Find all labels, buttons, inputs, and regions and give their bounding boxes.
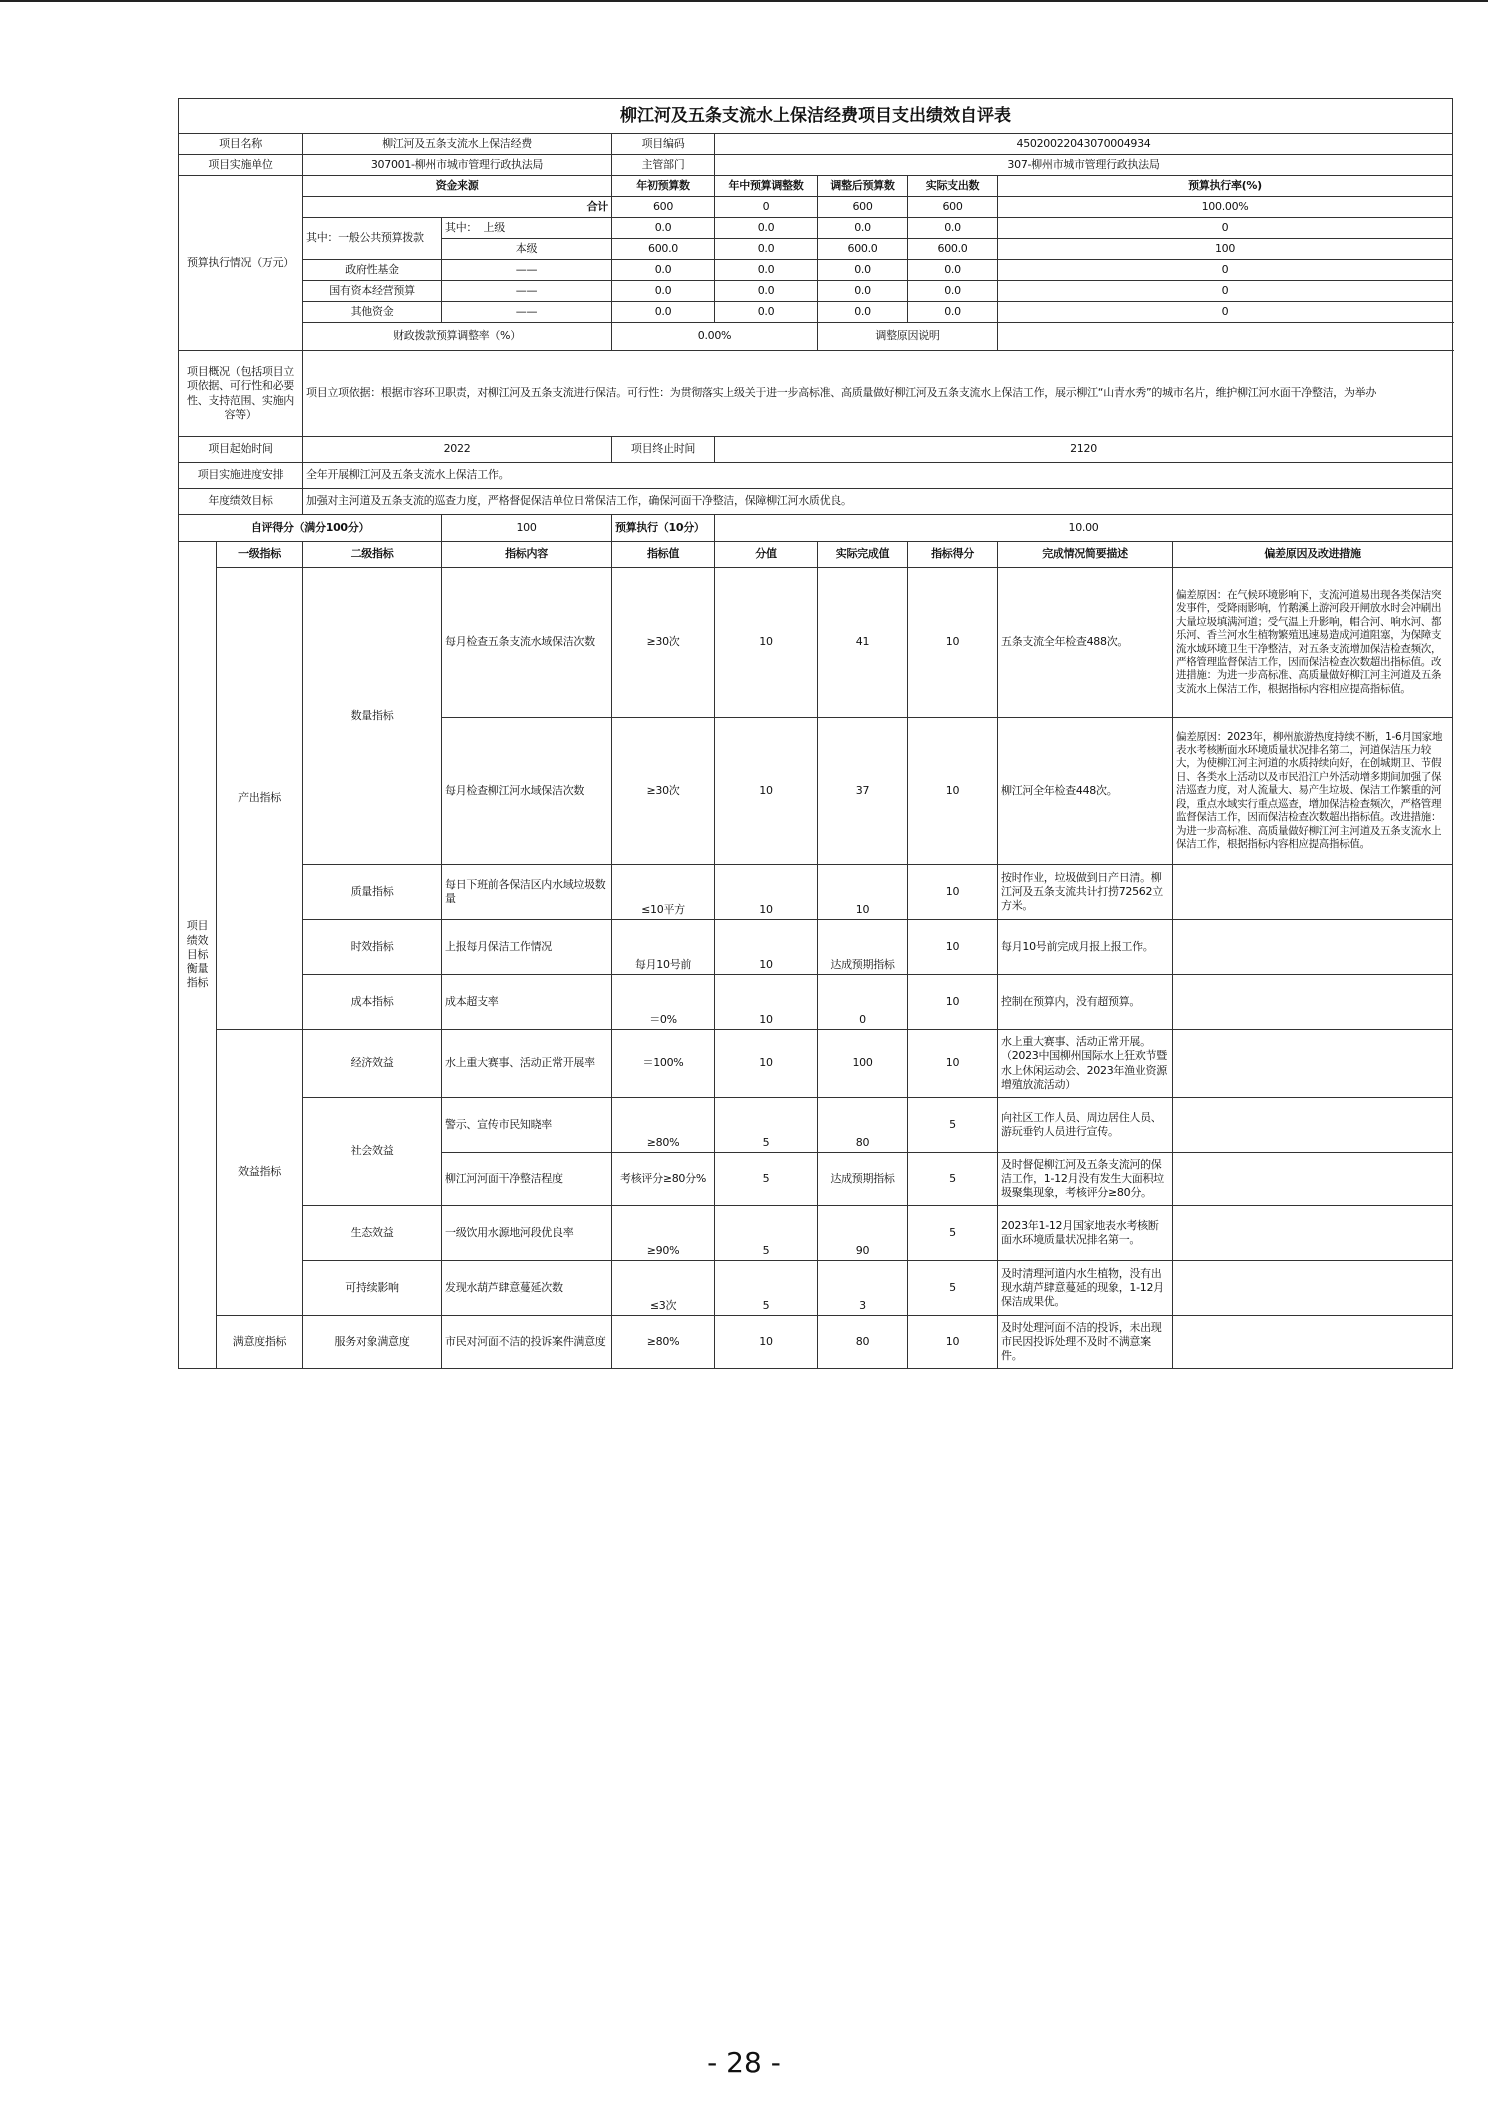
- ind-weight: 10: [715, 1316, 818, 1369]
- budget-local-rate: 100: [998, 239, 1453, 260]
- exec-score-value: 10.00: [715, 515, 1453, 542]
- end-time-value: 2120: [715, 437, 1453, 463]
- budget-gov-fund-midyear: 0.0: [715, 260, 818, 281]
- ind-desc: 五条支流全年检查488次。: [998, 568, 1173, 718]
- budget-state-capital-adjusted: 0.0: [818, 281, 908, 302]
- ind-reason: [1173, 1098, 1453, 1153]
- ind-reason: [1173, 920, 1453, 975]
- budget-local-actual: 600.0: [908, 239, 998, 260]
- ind-actual: 100: [818, 1030, 908, 1098]
- budget-upper-initial: 0.0: [612, 218, 715, 239]
- ind-reason: 偏差原因：2023年，柳州旅游热度持续不断，1-6月国家地表水考核断面水环境质量状况排名第二，河道保洁压力较大，为使柳江河主河道的水质持续向好，在创城期卫、节假日、各类水上活动以及市民沿江户外活动增多期间加强了保洁巡查力度，对人流量大、易产生垃圾、保洁工作繁重的河段，重点水域实行重点巡查，增加保洁检查频次，严格管理监督保洁工作，因而保洁检查次数超出指标值。改进措施：为进一步高标准、高质量做好柳江河主河道及五条支流水上保洁工作，根据指标内容相应提高指标值。: [1173, 718, 1453, 865]
- ind-weight: 10: [715, 975, 818, 1030]
- budget-other-initial: 0.0: [612, 302, 715, 323]
- ind-actual: 10: [818, 865, 908, 920]
- budget-state-capital-rate: 0: [998, 281, 1453, 302]
- ind-score: 10: [908, 718, 998, 865]
- l2-quality: 质量指标: [303, 865, 442, 920]
- ind-desc: 每月10号前完成月报上报工作。: [998, 920, 1173, 975]
- progress-text: 全年开展柳江河及五条支流水上保洁工作。: [303, 463, 1453, 489]
- ind-desc: 按时作业，垃圾做到日产日清。柳江河及五条支流共计打捞72562立方米。: [998, 865, 1173, 920]
- ind-score: 10: [908, 975, 998, 1030]
- l2-quantity: 数量指标: [303, 568, 442, 865]
- progress-label: 项目实施进度安排: [179, 463, 303, 489]
- budget-header-initial: 年初预算数: [612, 176, 715, 197]
- budget-local-label: 本级: [442, 239, 612, 260]
- project-code-value: 45020022043070004934: [715, 134, 1453, 155]
- ind-weight: 5: [715, 1098, 818, 1153]
- budget-state-capital-midyear: 0.0: [715, 281, 818, 302]
- ind-desc: 向社区工作人员、周边居住人员、游玩垂钓人员进行宣传。: [998, 1098, 1173, 1153]
- ind-target: ＝100%: [612, 1030, 715, 1098]
- top-border-line: [0, 0, 1488, 2]
- goal-label: 年度绩效目标: [179, 489, 303, 515]
- budget-local-adjusted: 600.0: [818, 239, 908, 260]
- overview-text: 项目立项依据：根据市容环卫职责，对柳江河及五条支流进行保洁。可行性：为贯彻落实上级关于进一步高标准、高质量做好柳江河及五条支流水上保洁工作，展示柳江“山青水秀”的城市名片，维护柳江河水面干净整洁，为举办: [303, 351, 1453, 437]
- ind-weight: 10: [715, 1030, 818, 1098]
- ind-desc: 2023年1-12月国家地表水考核断面水环境质量状况排名第一。: [998, 1206, 1173, 1261]
- ind-actual: 达成预期指标: [818, 920, 908, 975]
- ind-actual: 达成预期指标: [818, 1153, 908, 1206]
- ind-header-actual: 实际完成值: [818, 542, 908, 568]
- start-time-value: 2022: [303, 437, 612, 463]
- l2-time: 时效指标: [303, 920, 442, 975]
- ind-desc: 及时督促柳江河及五条支流河的保洁工作，1-12月没有发生大面积垃圾聚集现象，考核评分≥80分。: [998, 1153, 1173, 1206]
- ind-target: ≥80%: [612, 1316, 715, 1369]
- ind-desc: 控制在预算内，没有超预算。: [998, 975, 1173, 1030]
- ind-weight: 10: [715, 865, 818, 920]
- ind-header-reason: 偏差原因及改进措施: [1173, 542, 1453, 568]
- adjust-rate-label: 财政拨款预算调整率（%）: [303, 323, 612, 351]
- ind-header-weight: 分值: [715, 542, 818, 568]
- l2-cost: 成本指标: [303, 975, 442, 1030]
- start-time-label: 项目起始时间: [179, 437, 303, 463]
- ind-content: 上报每月保洁工作情况: [442, 920, 612, 975]
- ind-content: 每月检查柳江河水域保洁次数: [442, 718, 612, 865]
- budget-total-label: 合计: [303, 197, 612, 218]
- ind-content: 一级饮用水源地河段优良率: [442, 1206, 612, 1261]
- budget-other-adjusted: 0.0: [818, 302, 908, 323]
- budget-state-capital-dash: ——: [442, 281, 612, 302]
- ind-score: 5: [908, 1098, 998, 1153]
- ind-score: 10: [908, 1316, 998, 1369]
- ind-desc: 柳江河全年检查448次。: [998, 718, 1173, 865]
- budget-other-midyear: 0.0: [715, 302, 818, 323]
- budget-total-midyear: 0: [715, 197, 818, 218]
- budget-local-initial: 600.0: [612, 239, 715, 260]
- ind-content: 柳江河河面干净整洁程度: [442, 1153, 612, 1206]
- budget-gov-fund-rate: 0: [998, 260, 1453, 281]
- ind-content: 发现水葫芦肆意蔓延次数: [442, 1261, 612, 1316]
- ind-weight: 10: [715, 718, 818, 865]
- ind-reason: [1173, 1316, 1453, 1369]
- budget-gov-fund-adjusted: 0.0: [818, 260, 908, 281]
- ind-actual: 80: [818, 1316, 908, 1369]
- l2-social: 社会效益: [303, 1098, 442, 1206]
- indicator-side-label: 项目绩效目标衡量指标: [179, 542, 217, 1369]
- budget-header-actual: 实际支出数: [908, 176, 998, 197]
- ind-target: ≤3次: [612, 1261, 715, 1316]
- ind-content: 水上重大赛事、活动正常开展率: [442, 1030, 612, 1098]
- ind-weight: 10: [715, 568, 818, 718]
- ind-header-score: 指标得分: [908, 542, 998, 568]
- ind-content: 市民对河面不洁的投诉案件满意度: [442, 1316, 612, 1369]
- impl-unit-label: 项目实施单位: [179, 155, 303, 176]
- budget-upper-actual: 0.0: [908, 218, 998, 239]
- budget-row-upper-label: 其中： 上级: [442, 218, 612, 239]
- ind-score: 10: [908, 865, 998, 920]
- budget-state-capital-initial: 0.0: [612, 281, 715, 302]
- budget-upper-adjusted: 0.0: [818, 218, 908, 239]
- budget-other-label: 其他资金: [303, 302, 442, 323]
- goal-text: 加强对主河道及五条支流的巡查力度，严格督促保洁单位日常保洁工作，确保河面干净整洁，保障柳江河水质优良。: [303, 489, 1453, 515]
- ind-header-desc: 完成情况简要描述: [998, 542, 1173, 568]
- ind-actual: 90: [818, 1206, 908, 1261]
- exec-score-label: 预算执行（10分）: [612, 515, 715, 542]
- l1-output: 产出指标: [217, 568, 303, 1030]
- ind-actual: 3: [818, 1261, 908, 1316]
- end-time-label: 项目终止时间: [612, 437, 715, 463]
- ind-weight: 5: [715, 1206, 818, 1261]
- ind-reason: [1173, 1261, 1453, 1316]
- l2-service: 服务对象满意度: [303, 1316, 442, 1369]
- budget-other-dash: ——: [442, 302, 612, 323]
- dept-value: 307-柳州市城市管理行政执法局: [715, 155, 1453, 176]
- ind-reason: 偏差原因：在气候环境影响下，支流河道易出现各类保洁突发事件，受降雨影响，竹鹅溪上游河段开闸放水时会冲刷出大量垃圾填满河道；受气温上升影响，帽合河、响水河、都乐河、香兰河水生植物繁殖迅速易造成河道阻塞，为保障支流水域环境卫生干净整洁，对五条支流增加保洁检查频次，严格管理监督保洁工作，因而保洁检查次数超出指标值。改进措施：为进一步高标准、高质量做好柳江河主河道及五条支流水上保洁工作，根据指标内容相应提高指标值。: [1173, 568, 1453, 718]
- budget-total-initial: 600: [612, 197, 715, 218]
- budget-state-capital-actual: 0.0: [908, 281, 998, 302]
- ind-target: ＝0%: [612, 975, 715, 1030]
- ind-actual: 41: [818, 568, 908, 718]
- ind-reason: [1173, 1206, 1453, 1261]
- ind-score: 5: [908, 1261, 998, 1316]
- adjust-rate-value: 0.00%: [612, 323, 818, 351]
- budget-total-rate: 100.00%: [998, 197, 1453, 218]
- adjust-reason-value: [998, 323, 1453, 351]
- ind-header-target: 指标值: [612, 542, 715, 568]
- ind-desc: 及时处理河面不洁的投诉，未出现市民因投诉处理不及时不满意案件。: [998, 1316, 1173, 1369]
- ind-header-l2: 二级指标: [303, 542, 442, 568]
- ind-target: ≤10平方: [612, 865, 715, 920]
- project-name-value: 柳江河及五条支流水上保洁经费: [303, 134, 612, 155]
- ind-content: 每月检查五条支流水域保洁次数: [442, 568, 612, 718]
- ind-score: 5: [908, 1153, 998, 1206]
- ind-weight: 5: [715, 1261, 818, 1316]
- budget-state-capital-label: 国有资本经营预算: [303, 281, 442, 302]
- ind-weight: 5: [715, 1153, 818, 1206]
- budget-total-actual: 600: [908, 197, 998, 218]
- ind-target: ≥90%: [612, 1206, 715, 1261]
- impl-unit-value: 307001-柳州市城市管理行政执法局: [303, 155, 612, 176]
- dept-label: 主管部门: [612, 155, 715, 176]
- budget-upper-label: 上级: [483, 220, 505, 234]
- l2-ecology: 生态效益: [303, 1206, 442, 1261]
- ind-desc: 及时清理河道内水生植物，没有出现水葫芦肆意蔓延的现象，1-12月保洁成果优。: [998, 1261, 1173, 1316]
- page-number: - 28 -: [707, 2046, 781, 2079]
- budget-total-adjusted: 600: [818, 197, 908, 218]
- budget-upper-midyear: 0.0: [715, 218, 818, 239]
- ind-header-content: 指标内容: [442, 542, 612, 568]
- budget-header-adjusted: 调整后预算数: [818, 176, 908, 197]
- ind-target: ≥30次: [612, 718, 715, 865]
- ind-actual: 0: [818, 975, 908, 1030]
- budget-gov-fund-actual: 0.0: [908, 260, 998, 281]
- budget-among-label: 其中: [445, 220, 467, 234]
- l1-benefit: 效益指标: [217, 1030, 303, 1316]
- adjust-reason-label: 调整原因说明: [818, 323, 998, 351]
- budget-general-label: 其中：一般公共预算拨款: [303, 218, 442, 260]
- form-title: 柳江河及五条支流水上保洁经费项目支出绩效自评表: [179, 99, 1453, 134]
- ind-target: ≥80%: [612, 1098, 715, 1153]
- overview-label: 项目概况（包括项目立项依据、可行性和必要性、支持范围、实施内容等）: [179, 351, 303, 437]
- evaluation-form: [178, 98, 1452, 1369]
- ind-content: 警示、宣传市民知晓率: [442, 1098, 612, 1153]
- ind-reason: [1173, 975, 1453, 1030]
- budget-section-label: 预算执行情况（万元）: [179, 176, 303, 351]
- l2-economic: 经济效益: [303, 1030, 442, 1098]
- ind-header-l1: 一级指标: [217, 542, 303, 568]
- ind-reason: [1173, 1153, 1453, 1206]
- l2-sustain: 可持续影响: [303, 1261, 442, 1316]
- budget-gov-fund-label: 政府性基金: [303, 260, 442, 281]
- budget-gov-fund-dash: ——: [442, 260, 612, 281]
- budget-local-midyear: 0.0: [715, 239, 818, 260]
- self-score-label: 自评得分（满分100分）: [179, 515, 442, 542]
- budget-upper-rate: 0: [998, 218, 1453, 239]
- ind-weight: 10: [715, 920, 818, 975]
- ind-score: 10: [908, 568, 998, 718]
- budget-header-midyear: 年中预算调整数: [715, 176, 818, 197]
- ind-score: 10: [908, 920, 998, 975]
- ind-actual: 80: [818, 1098, 908, 1153]
- project-name-label: 项目名称: [179, 134, 303, 155]
- ind-target: 每月10号前: [612, 920, 715, 975]
- ind-actual: 37: [818, 718, 908, 865]
- budget-other-rate: 0: [998, 302, 1453, 323]
- ind-reason: [1173, 865, 1453, 920]
- ind-content: 成本超支率: [442, 975, 612, 1030]
- self-score-value: 100: [442, 515, 612, 542]
- ind-desc: 水上重大赛事、活动正常开展。（2023中国柳州国际水上狂欢节暨水上休闲运动会、2023年渔业资源增殖放流活动）: [998, 1030, 1173, 1098]
- budget-other-actual: 0.0: [908, 302, 998, 323]
- l1-satisfaction: 满意度指标: [217, 1316, 303, 1369]
- ind-reason: [1173, 1030, 1453, 1098]
- ind-score: 5: [908, 1206, 998, 1261]
- ind-target: ≥30次: [612, 568, 715, 718]
- budget-gov-fund-initial: 0.0: [612, 260, 715, 281]
- ind-target: 考核评分≥80分%: [612, 1153, 715, 1206]
- ind-content: 每日下班前各保洁区内水域垃圾数量: [442, 865, 612, 920]
- budget-header-rate: 预算执行率(%): [998, 176, 1453, 197]
- budget-header-source: 资金来源: [303, 176, 612, 197]
- evaluation-table: [178, 98, 1453, 1369]
- ind-score: 10: [908, 1030, 998, 1098]
- project-code-label: 项目编码: [612, 134, 715, 155]
